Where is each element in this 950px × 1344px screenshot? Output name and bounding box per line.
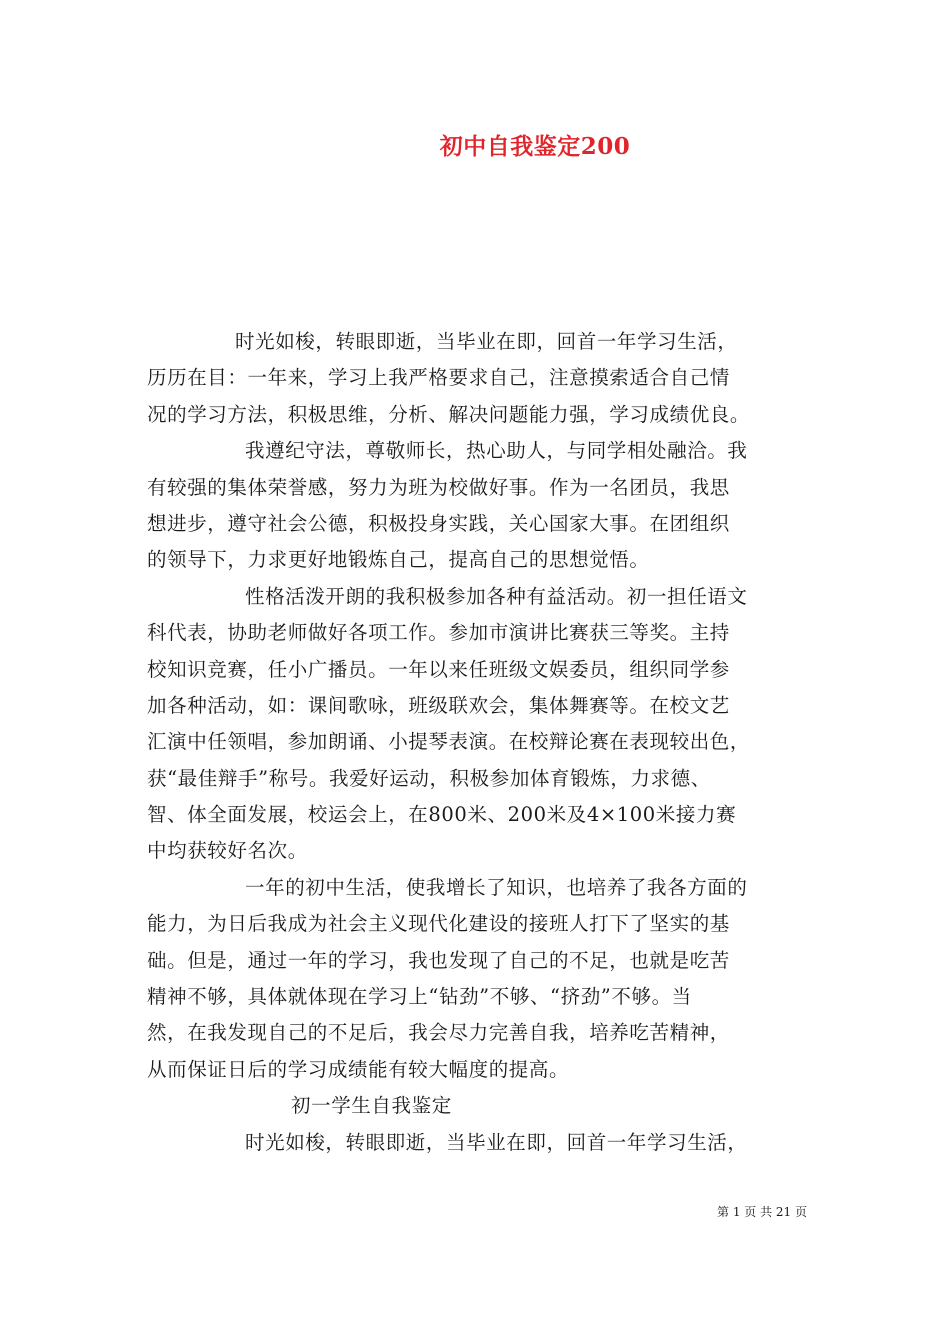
text-line: 中均获较好名次。 [147, 839, 308, 863]
text-line: 从而保证日后的学习成绩能有较大幅度的提高。 [147, 1057, 570, 1081]
text-line: 智、体全面发展，校运会上，在800米、200米及4×100米接力赛 [147, 803, 737, 827]
text-line: 时光如梭，转眼即逝，当毕业在即，回首一年学习生活， [235, 330, 738, 353]
text-line: 精神不够，具体就体现在学习上“钻劲”不够、“挤劲”不够。当 [147, 985, 692, 1009]
text-line: 况的学习方法，积极思维，分析、解决问题能力强，学习成绩优良。 [147, 402, 751, 426]
text-line: 有较强的集体荣誉感，努力为班为校做好事。作为一名团员，我思 [147, 475, 730, 499]
text-line: 的领导下，力求更好地锻炼自己，提高自己的思想觉悟。 [147, 548, 650, 572]
document-body [147, 324, 809, 1161]
text-line: 获“最佳辩手”称号。我爱好运动，积极参加体育锻炼，力求德、 [147, 766, 711, 790]
text-line: 汇演中任领唱，参加朗诵、小提琴表演。在校辩论赛在表现较出色， [147, 730, 751, 754]
text-line: 能力，为日后我成为社会主义现代化建设的接班人打下了坚实的基 [147, 912, 730, 936]
page-title: 初中自我鉴定200 [439, 133, 631, 160]
text-line: 时光如梭，转眼即逝，当毕业在即，回首一年学习生活， [245, 1130, 748, 1154]
text-line: 想进步，遵守社会公德，积极投身实践，关心国家大事。在团组织 [147, 511, 730, 535]
text-line: 性格活泼开朗的我积极参加各种有益活动。初一担任语文 [245, 584, 748, 608]
text-line: 初一学生自我鉴定 [291, 1094, 452, 1118]
text-line: 科代表，协助老师做好各项工作。参加市演讲比赛获三等奖。主持 [147, 621, 730, 645]
text-line: 校知识竞赛，任小广播员。一年以来任班级文娱委员，组织同学参 [147, 657, 730, 681]
page-footer: 第 1 页 共 21 页 [717, 1205, 807, 1219]
text-line: 一年的初中生活，使我增长了知识，也培养了我各方面的 [245, 875, 748, 899]
text-line: 我遵纪守法，尊敬师长，热心助人，与同学相处融洽。我 [245, 439, 748, 463]
text-line: 加各种活动，如：课间歌咏，班级联欢会，集体舞赛等。在校文艺 [147, 693, 730, 717]
text-line: 然，在我发现自己的不足后，我会尽力完善自我，培养吃苦精神， [147, 1021, 730, 1045]
text-line: 础。但是，通过一年的学习，我也发现了自己的不足，也就是吃苦 [147, 948, 730, 972]
text-line: 历历在目：一年来，学习上我严格要求自己，注意摸索适合自己情 [147, 366, 730, 390]
